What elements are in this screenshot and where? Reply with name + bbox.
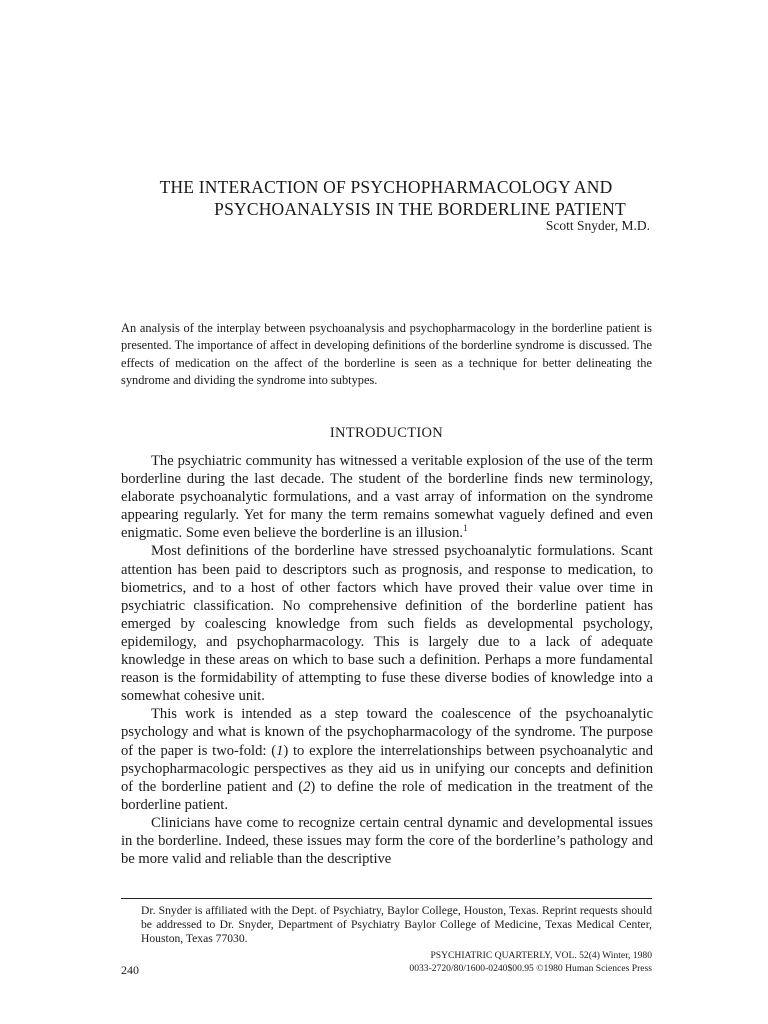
paragraph-2: Most definitions of the borderline have stressed psychoanalytic formulations. Scant attention has been paid to descriptors such as prognosis, and response to medication, to biometrics, and to a host of other factors which have proved their value over time in psychiatric classification. No comprehensive definition of the borderline patient has emerged by coalescing knowledge from such fields as developmental psychology, epidemilogy, and psychopharmacology. This is largely due to a lack of adequate knowledge in these areas on which to base such a definition. Perhaps a more fundamental reason is the formidability of attempting to fuse these diverse bodies of knowledge into a somewhat cohesive unit. — [121, 543, 653, 705]
article-title — [100, 176, 672, 220]
title-line-1: THE INTERACTION OF PSYCHOPHARMACOLOGY AND — [159, 177, 613, 197]
paragraph-3-part-c: ) to define the role of medication in the treatment of the borderline patient. — [121, 778, 654, 813]
section-heading-introduction: INTRODUCTION — [329, 425, 444, 441]
author-name: Scott Snyder, M.D. — [545, 218, 650, 233]
footnote-rule — [121, 898, 652, 899]
journal-citation — [409, 950, 652, 975]
paragraph-1 — [121, 452, 653, 542]
paragraph-4: Clinicians have come to recognize certain central dynamic and developmental issues in the borderline. Indeed, these issues may form the core of the borderline’s pathology and be more valid and reliable than the descriptive — [121, 814, 653, 868]
reference-marker: 1 — [463, 523, 468, 534]
footnote-text: Dr. Snyder is affiliated with the Dept. of Psychiatry, Baylor College, Houston, Texas. Reprint requests should be addressed to Dr. Snyder, Department of Psychiatry Baylor College of Medicine, Texas Medical Center, Houston, Texas 77030. — [141, 904, 652, 946]
footnote — [121, 904, 652, 947]
paragraph-1-text: The psychiatric community has witnessed a veritable explosion of the use of the term borderline during the last decade. The student of the borderline finds new terminology, elaborate psychoanalytic formulations, and a vast array of information on the syndrome appearing regularly. Yet for many the term remains somewhat vaguely defined and even enigmatic. Some even believe the borderline is an illusion. — [121, 453, 653, 542]
enumeration-1: 1 — [276, 742, 284, 759]
page-number: 240 — [121, 963, 139, 977]
journal-line-2: 0033-2720/80/1600-0240$00.95 ©1980 Human Sciences Press — [409, 962, 652, 974]
paragraph-3-part-a: This work is intended as a step toward the coalescence of the psychoanalytic psychology and what is known of the psychopharmacology of the syndrome. The purpose of the paper is two-fold: ( — [121, 706, 653, 759]
paragraph-3-part-b: ) to explore the interrelationships between psychoanalytic and psychopharmacologic perspectives as they aid us in unifying our concepts and definition of the borderline patient and ( — [121, 742, 653, 795]
abstract: An analysis of the interplay between psychoanalysis and psychopharmacology in the borderline patient is presented. The importance of affect in developing definitions of the borderline syndrome is discussed. The effects of medication on the affect of the borderline is seen as a technique for better delineating the syndrome and dividing the syndrome into subtypes. — [121, 321, 652, 388]
enumeration-2: 2 — [303, 778, 311, 795]
paragraph-3 — [121, 705, 653, 814]
journal-line-1: PSYCHIATRIC QUARTERLY, VOL. 52(4) Winter, 1980 — [430, 950, 652, 961]
title-line-2: PSYCHOANALYSIS IN THE BORDERLINE PATIENT — [214, 199, 626, 219]
body-text — [121, 452, 653, 868]
